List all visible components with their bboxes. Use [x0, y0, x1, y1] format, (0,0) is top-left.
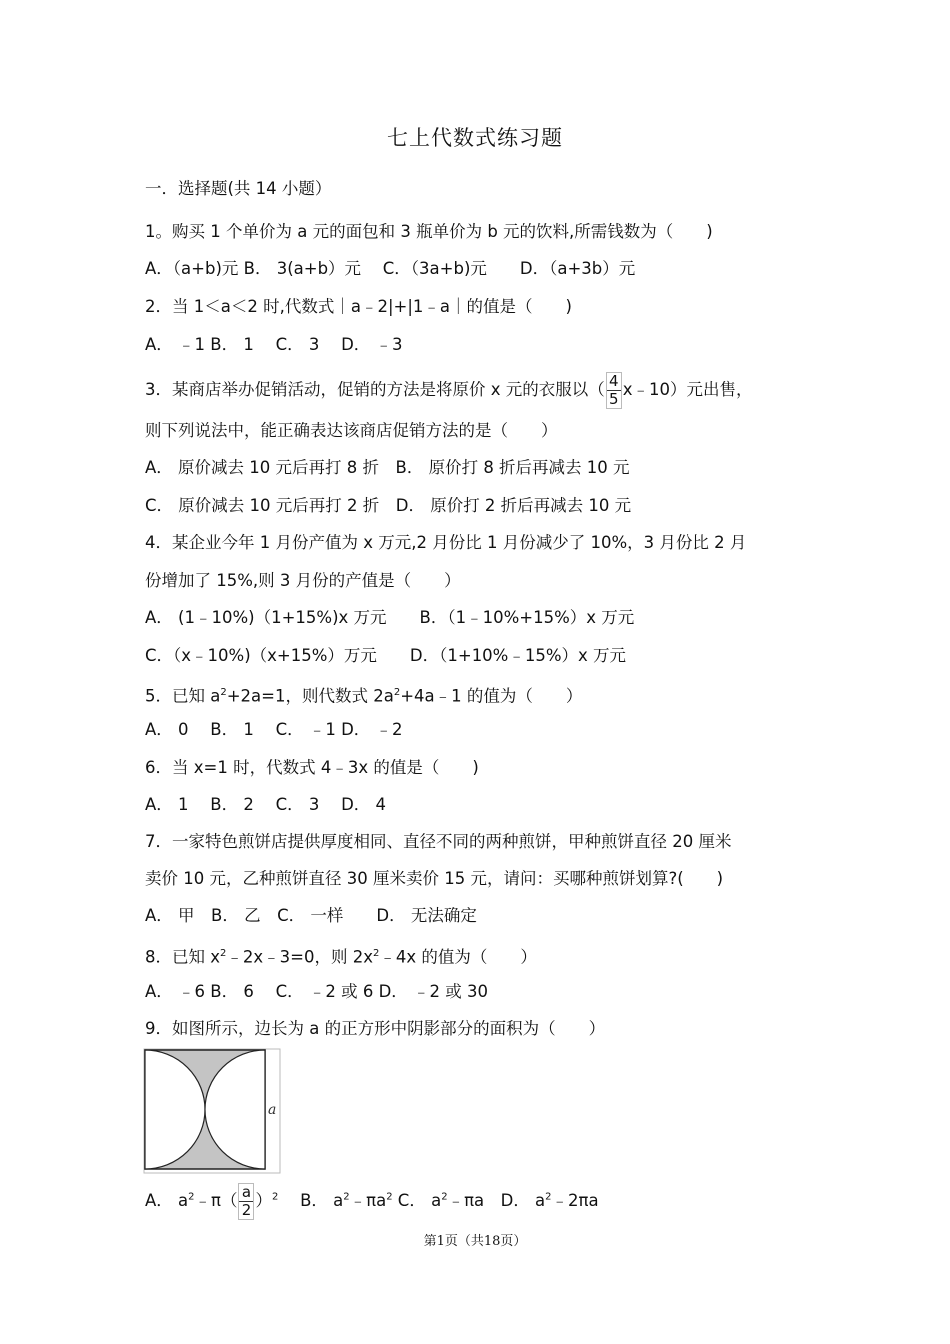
q3-text-post: x﹣10）元出售，: [622, 380, 753, 399]
q9-square-b2: 2: [386, 1191, 393, 1203]
question-3-options-ab: A． 原价减去 10 元后再打 8 折 B． 原价打 8 折后再减去 10 元: [145, 458, 630, 477]
question-9-options: [145, 1183, 599, 1220]
q3-fraction-denominator: 5: [608, 390, 619, 408]
q9-square-paren: 2: [271, 1191, 279, 1203]
question-3-options-cd: C． 原价减去 10 元后再打 2 折 D． 原价打 2 折后再减去 10 元: [145, 496, 632, 515]
question-7-options: A． 甲 B． 乙 C． 一样 D． 无法确定: [145, 906, 477, 925]
question-4-line-1: 4．某企业今年 1 月份产值为 x 万元,2 月份比 1 月份减少了 10%，3 月份比 2 月: [145, 533, 747, 552]
q5-square-2: 2: [393, 687, 401, 698]
q9-option-a: A． a: [145, 1191, 189, 1210]
q9-close-paren: ）: [255, 1191, 272, 1210]
q3-fraction-numerator: 4: [607, 373, 621, 391]
question-4-options-ab: A． (1﹣10%)（1+15%)x 万元 B．（1﹣10%+15%）x 万元: [145, 608, 635, 627]
q9-option-b-rest: ﹣πa: [349, 1191, 387, 1210]
question-3-line-1: [145, 372, 753, 409]
question-7-line-2: 卖价 10 元，乙种煎饼直径 30 厘米卖价 15 元，请问：买哪种煎饼划算?( ): [145, 869, 724, 888]
q9-option-b: B． a: [278, 1191, 344, 1210]
square-shaded-figure: [143, 1048, 283, 1178]
q8-part-2: ﹣2x﹣3=0，则 2x: [226, 947, 373, 967]
section-heading: 一．选择题(共 14 小题）: [145, 179, 332, 198]
question-6: 6．当 x=1 时，代数式 4﹣3x 的值是（ ): [145, 758, 479, 777]
q9-pi: ﹣π（: [194, 1191, 238, 1210]
q8-part-3: ﹣4x 的值为（ ）: [379, 947, 537, 967]
question-1: 1。购买 1 个单价为 a 元的面包和 3 瓶单价为 b 元的饮料,所需钱数为（ ): [145, 222, 713, 241]
question-4-options-cd: C．（x﹣10%)（x+15%）万元 D．（1+10%﹣15%）x 万元: [145, 646, 627, 665]
q9-square-c: 2: [441, 1191, 448, 1203]
question-3-line-2: 则下列说法中，能正确表达该商店促销方法的是（ ）: [145, 421, 558, 440]
q5-part-2: +2a=1，则代数式 2a: [226, 686, 394, 706]
question-9: 9．如图所示，边长为 a 的正方形中阴影部分的面积为（ ）: [145, 1019, 606, 1038]
q5-part-1: 5．已知 a: [145, 686, 221, 706]
side-length-label: a: [268, 1102, 277, 1118]
page-title: 七上代数式练习题: [387, 126, 563, 150]
q9-fraction-denominator: 2: [241, 1201, 252, 1219]
question-1-options: A．（a+b)元 B． 3(a+b）元 C．（3a+b)元 D．（a+3b）元: [145, 259, 636, 278]
question-5: [145, 682, 582, 708]
question-2-options: A． ﹣1 B． 1 C． 3 D． ﹣3: [145, 335, 403, 354]
question-7-line-1: 7．一家特色煎饼店提供厚度相同、直径不同的两种煎饼，甲种煎饼直径 20 厘米: [145, 832, 732, 851]
q9-option-c: C． a: [392, 1191, 442, 1210]
q9-fraction: [238, 1183, 254, 1220]
q3-text-pre: 3．某商店举办促销活动，促销的方法是将原价 x 元的衣服以（: [145, 380, 605, 399]
question-8-options: A． ﹣6 B． 6 C． ﹣2 或 6 D． ﹣2 或 30: [145, 982, 489, 1001]
question-2: 2．当 1＜a＜2 时,代数式｜a﹣2|+|1﹣a｜的值是（ ): [145, 297, 572, 316]
q9-square-b: 2: [343, 1191, 350, 1203]
q8-square-2: 2: [372, 948, 380, 959]
question-5-options: A． 0 B． 1 C． ﹣1 D． ﹣2: [145, 720, 403, 739]
figure-svg: [143, 1048, 283, 1174]
q9-option-d-rest: ﹣2πa: [551, 1191, 599, 1210]
q8-part-1: 8．已知 x: [145, 947, 221, 967]
question-8: [145, 943, 537, 969]
question-6-options: A． 1 B． 2 C． 3 D． 4: [145, 795, 387, 814]
page-footer: 第1页（共18页）: [423, 1234, 527, 1249]
q9-option-c-rest: ﹣πa D． a: [447, 1191, 546, 1210]
q9-square-a: 2: [188, 1191, 195, 1203]
q5-square-1: 2: [220, 687, 227, 698]
q5-part-3: +4a﹣1 的值为（ ）: [400, 686, 583, 706]
q9-fraction-numerator: a: [239, 1184, 253, 1202]
q9-square-d: 2: [545, 1191, 552, 1203]
q8-square-1: 2: [220, 948, 227, 959]
q3-fraction: [606, 372, 622, 409]
question-4-line-2: 份增加了 15%,则 3 月份的产值是（ ）: [145, 571, 461, 590]
